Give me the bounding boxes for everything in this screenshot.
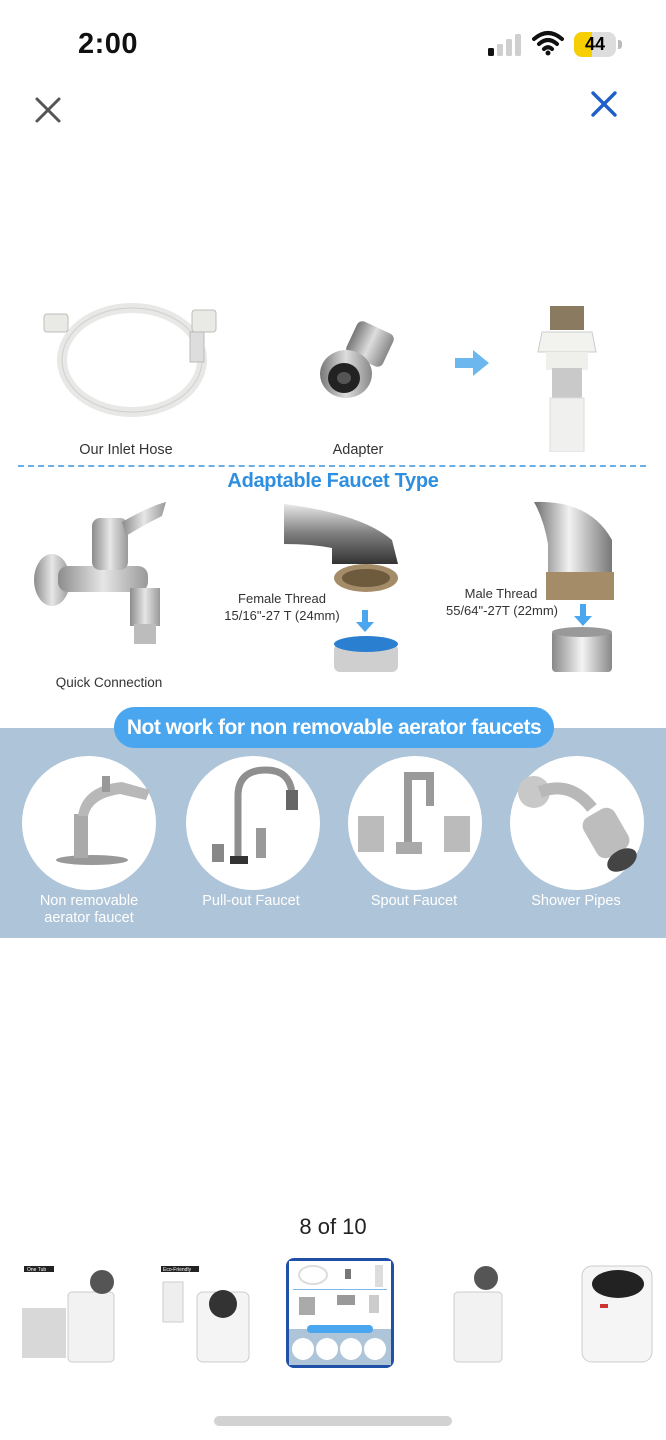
- hose-fitting-image: [530, 302, 610, 452]
- female-aerator-image: [332, 634, 400, 674]
- arrow-down-icon: [574, 604, 592, 626]
- quick-connection-label: Quick Connection: [55, 675, 163, 690]
- female-thread-faucet-image: [282, 500, 408, 600]
- thumbnail[interactable]: [157, 1258, 265, 1368]
- faucet-label-shower: Shower Pipes: [531, 893, 621, 909]
- arrow-right-icon: [455, 350, 489, 376]
- thumbnail[interactable]: [442, 1258, 550, 1368]
- thumbnail-selected[interactable]: [286, 1258, 394, 1368]
- wifi-icon: [532, 30, 564, 56]
- faucet-guide-thumbnail-image: [289, 1261, 391, 1365]
- male-thread-title: Male Thread: [464, 586, 538, 601]
- home-indicator[interactable]: [214, 1416, 452, 1426]
- thumbnail-tag: One Tub: [27, 1267, 47, 1273]
- faucet-label-non-removable: [10, 893, 168, 927]
- faucet-circle-pull-out: [186, 756, 320, 890]
- warning-banner: Not work for non removable aerator faucets: [114, 707, 554, 748]
- female-thread-spec: 15/16"-27 T (24mm): [224, 608, 340, 623]
- thumbnail[interactable]: [576, 1258, 666, 1368]
- image-counter: 8 of 10: [299, 1214, 367, 1239]
- inlet-hose-image: [40, 292, 220, 422]
- thumbnail-tag: Eco-Friendly: [163, 1267, 192, 1273]
- washer-thumbnail-image: [442, 1258, 550, 1368]
- adapter-label: Adapter: [332, 442, 384, 458]
- faucet-circle-shower: [510, 756, 644, 890]
- washer-thumbnail-image: [576, 1258, 666, 1368]
- divider: [18, 465, 646, 467]
- close-icon[interactable]: [32, 94, 64, 126]
- male-thread-spec: 55/64"-27T (22mm): [445, 603, 559, 618]
- faucet-label-spout: Spout Faucet: [370, 893, 458, 909]
- battery-indicator: [574, 32, 622, 57]
- faucet-label-pull-out: Pull-out Faucet: [202, 893, 300, 909]
- thumbnail[interactable]: [20, 1258, 128, 1368]
- faucet-circle-spout: [348, 756, 482, 890]
- female-thread-title: Female Thread: [238, 591, 326, 606]
- inlet-hose-label: Our Inlet Hose: [79, 442, 173, 458]
- status-time: 2:00: [78, 28, 139, 60]
- faucet-label-line: aerator faucet: [44, 910, 134, 926]
- battery-level: 44: [584, 34, 606, 54]
- cellular-signal-icon: [488, 34, 522, 56]
- washer-thumbnail-image: [157, 1258, 265, 1368]
- male-aerator-image: [548, 626, 616, 674]
- shower-head-image: [510, 756, 644, 890]
- kitchen-faucet-image: [22, 756, 156, 890]
- washer-thumbnail-image: [20, 1258, 128, 1368]
- section-heading: Adaptable Faucet Type: [227, 470, 439, 492]
- spout-faucet-image: [348, 756, 482, 890]
- adapter-image: [314, 318, 396, 404]
- pull-out-faucet-image: [186, 756, 320, 890]
- close-icon[interactable]: [588, 88, 620, 120]
- faucet-label-line: Non removable: [39, 893, 139, 909]
- faucet-circle-non-removable: [22, 756, 156, 890]
- arrow-down-icon: [356, 610, 374, 632]
- quick-connection-tap-image: [30, 498, 176, 648]
